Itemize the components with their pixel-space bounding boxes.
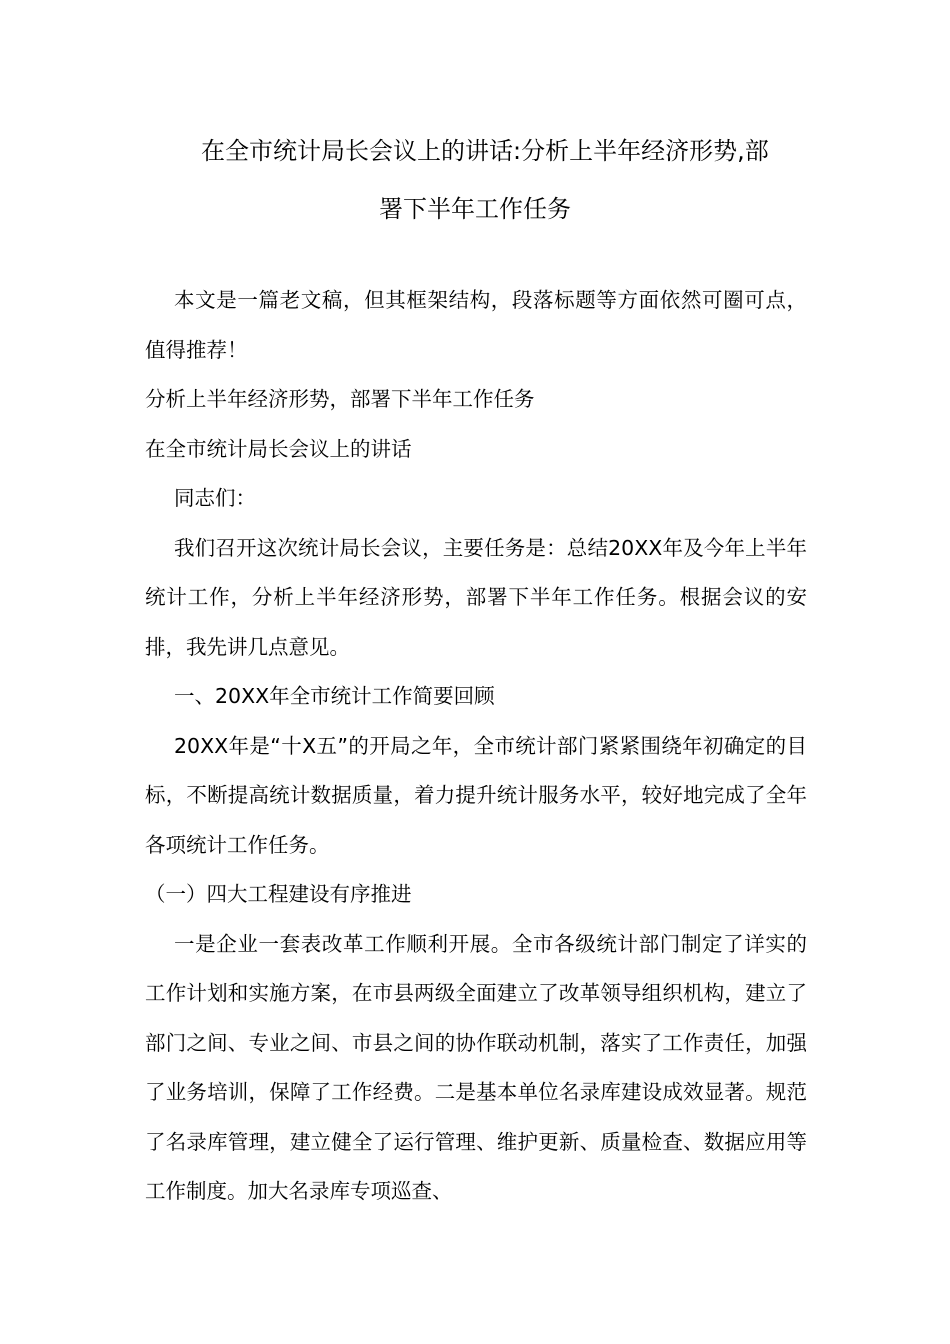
- document-body: [145, 276, 807, 1217]
- salutation: 同志们：: [174, 486, 256, 510]
- subtitle-line: 分析上半年经济形势，部署下半年工作任务: [145, 387, 535, 411]
- document-title: [145, 122, 805, 238]
- review-paragraph: 20XX年是“十X五”的开局之年，全市统计部门紧紧围绕年初确定的目标，不断提高统计数据质量，着力提升统计服务水平，较好地完成了全年各项统计工作任务。: [145, 733, 807, 857]
- title-line-2: 署下半年工作任务: [379, 195, 571, 223]
- body-paragraph: 一是企业一套表改革工作顺利开展。全市各级统计部门制定了详实的工作计划和实施方案，在市县两级全面建立了改革领导组织机构，建立了部门之间、专业之间、市县之间的协作联动机制，落实了工作责任，加强了业务培训，保障了工作经费。二是基本单位名录库建设成效显著。规范了名录库管理，建立健全了运行管理、维护更新、质量检查、数据应用等工作制度。加大名录库专项巡查、: [145, 931, 807, 1203]
- title-line-1: 在全市统计局长会议上的讲话:分析上半年经济形势,部: [201, 137, 769, 165]
- opening-paragraph: 我们召开这次统计局长会议，主要任务是：总结20XX年及今年上半年统计工作，分析上半年经济形势，部署下半年工作任务。根据会议的安排，我先讲几点意见。: [145, 535, 807, 659]
- speech-occasion-line: 在全市统计局长会议上的讲话: [145, 436, 412, 461]
- subsection-heading-1: （一）四大工程建设有序推进: [145, 882, 412, 906]
- section-heading-1: 一、20XX年全市统计工作简要回顾: [174, 684, 495, 708]
- intro-paragraph: 本文是一篇老文稿，但其框架结构，段落标题等方面依然可圈可点，值得推荐！: [145, 288, 807, 362]
